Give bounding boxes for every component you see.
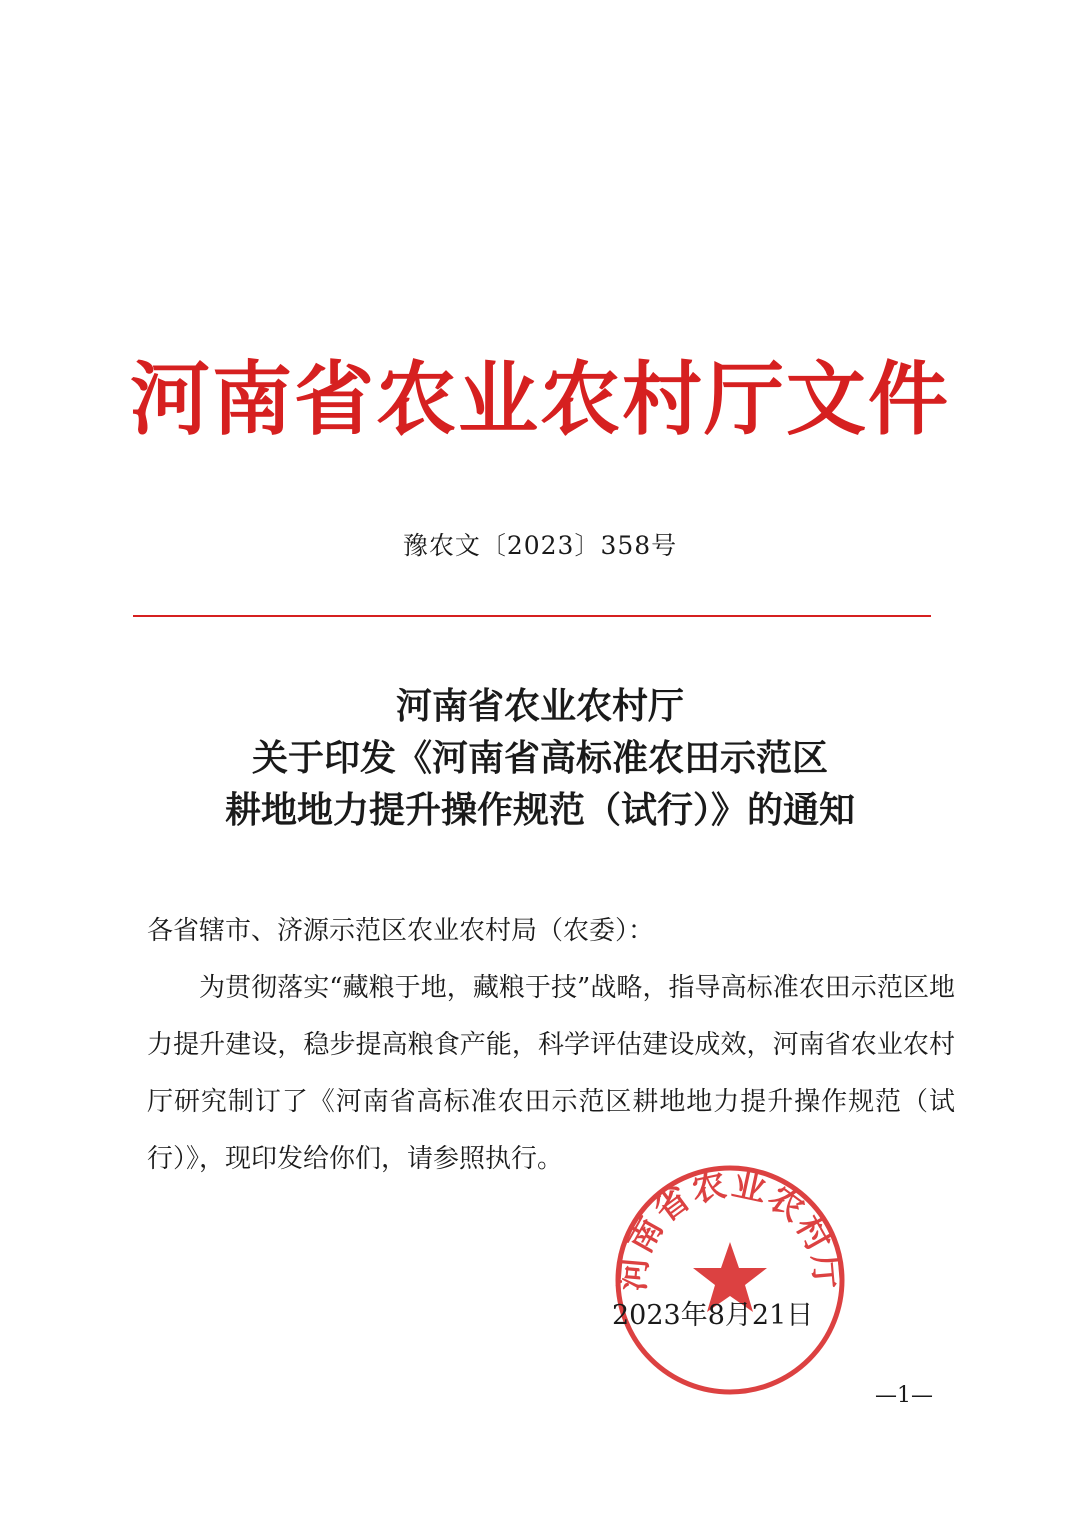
body-paragraph: 为贯彻落实“藏粮于地，藏粮于技”战略，指导高标准农田示范区地力提升建设，稳步提高粮食产能，科学评估建设成效，河南省农业农村厅研究制订了《河南省高标准农田示范区耕地地力提升操作规范（试行）》，现印发给你们，请参照执行。 — [147, 973, 955, 1174]
title-line-1: 河南省农业农村厅 — [395, 685, 684, 727]
page-number: —1— — [875, 1383, 933, 1408]
document-masthead: 河南省农业农村厅文件 — [130, 353, 950, 446]
red-divider-line — [133, 615, 931, 617]
addressee-line: 各省辖市、济源示范区农业农村局（农委）： — [147, 916, 655, 946]
issue-date: 2023年8月21日 — [612, 1300, 814, 1331]
seal-text: 河南省农业农村厅 — [612, 1164, 848, 1293]
notice-title — [0, 680, 1080, 836]
official-seal-stamp — [610, 1160, 850, 1400]
title-line-2: 关于印发《河南省高标准农田示范区 — [251, 737, 828, 779]
document-number: 豫农文〔2023〕358号 — [402, 531, 678, 560]
title-line-3: 耕地地力提升操作规范（试行）》的通知 — [224, 789, 855, 831]
